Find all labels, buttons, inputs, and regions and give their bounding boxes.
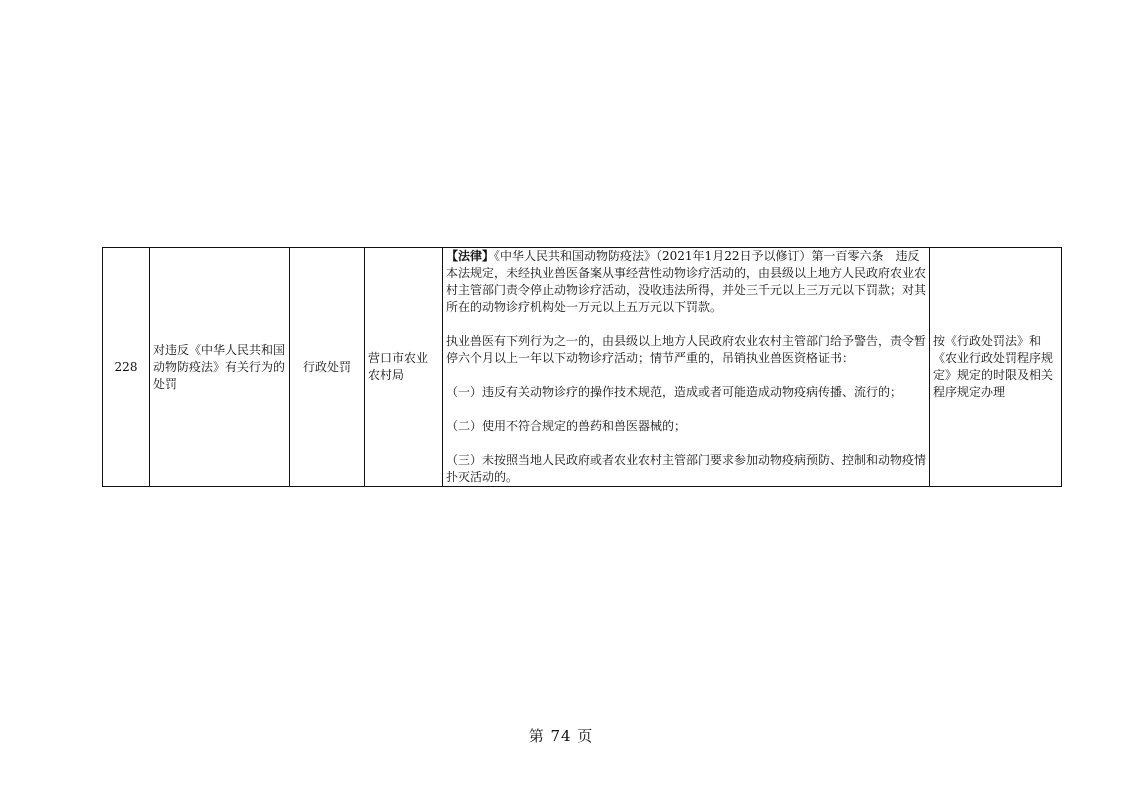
basis-item-2: （二）使用不符合规定的兽药和兽医器械的； [446, 419, 687, 433]
procedure-cell [930, 248, 1062, 487]
item-type-cell [290, 248, 365, 487]
law-tag: 【法律】 [446, 249, 495, 263]
law-text: 《中华人民共和国动物防疫法》（2021年1月22日予以修订）第一百零六条 违反本法规定，未经执业兽医备案从事经营性动物诊疗活动的，由县级以上地方人民政府农业农村主管部门责令停止动物诊疗活动，没收违法所得，并处三千元以上三万元以下罚款；对其所在的动物诊疗机构处一万元以上五万元以下罚款。 [446, 249, 927, 314]
legal-basis-cell [443, 248, 930, 487]
procedure-text: 按《行政处罚法》和《农业行政处罚程序规定》规定的时限及相关程序规定办理 [933, 334, 1054, 399]
basis-paragraph-law [446, 248, 926, 316]
item-number: 228 [114, 359, 138, 374]
basis-item-3: （三）未按照当地人民政府或者农业农村主管部门要求参加动物疫病预防、控制和动物疫情扑灭活动的。 [446, 453, 927, 484]
table-row [103, 248, 1062, 487]
item-number-cell [103, 248, 150, 487]
item-name: 对违反《中华人民共和国动物防疫法》有关行为的处罚 [153, 342, 286, 391]
department: 营口市农业农村局 [368, 351, 429, 382]
basis-paragraph-vet: 执业兽医有下列行为之一的，由县级以上地方人民政府农业农村主管部门给予警告，责令暂停六个月以上一年以下动物诊疗活动；情节严重的，吊销执业兽医资格证书： [446, 334, 927, 365]
department-cell [365, 248, 443, 487]
page-number: 第 74 页 [528, 727, 594, 745]
item-type: 行政处罚 [302, 359, 351, 374]
penalty-table [102, 247, 1062, 487]
basis-item-1: （一）违反有关动物诊疗的操作技术规范，造成或者可能造成动物疫病传播、流行的； [446, 385, 903, 399]
item-name-cell [150, 248, 290, 487]
